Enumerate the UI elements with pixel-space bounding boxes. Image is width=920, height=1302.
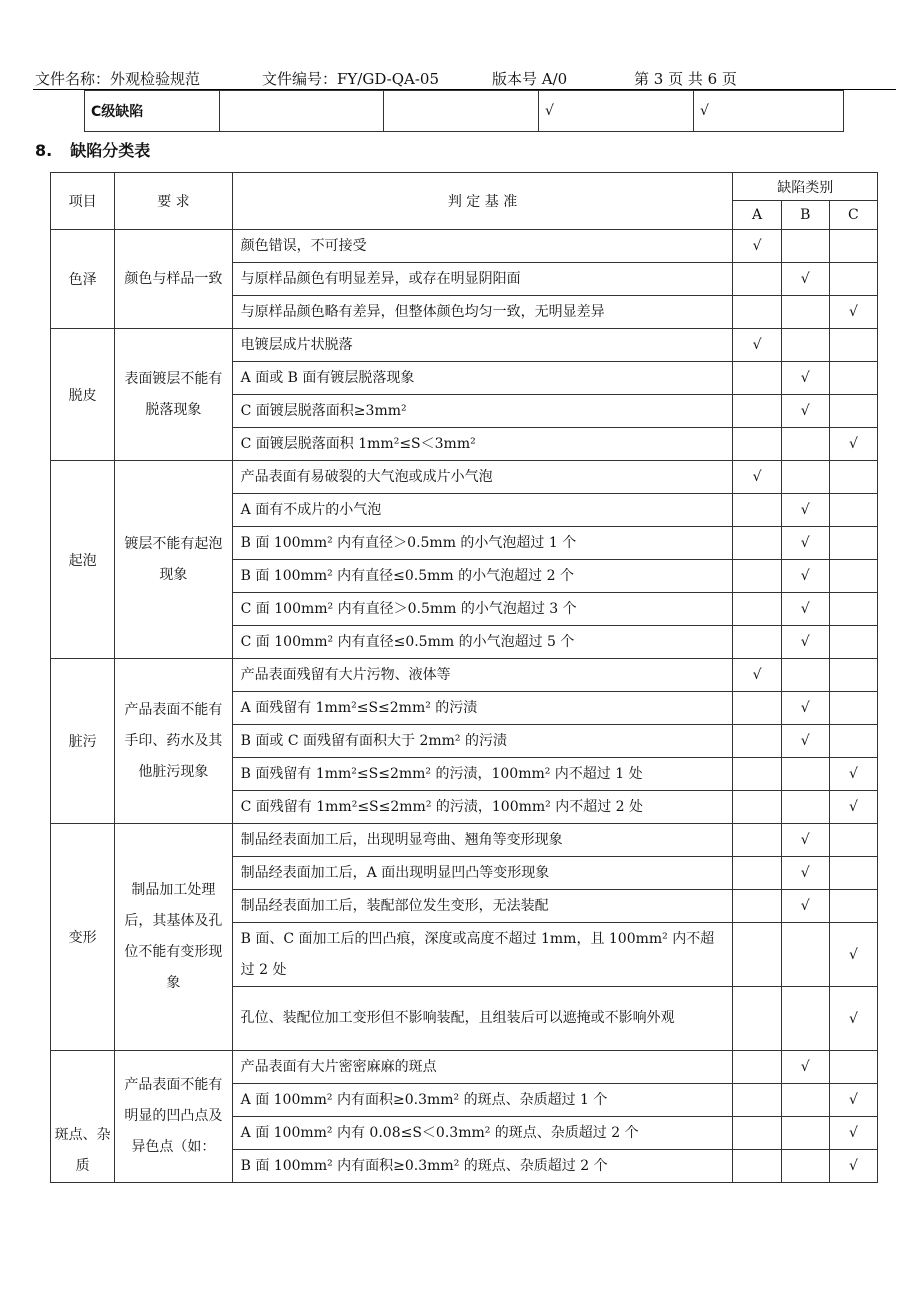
class-b-mark: √ bbox=[781, 527, 829, 560]
class-a-mark: √ bbox=[733, 329, 781, 362]
criterion-text: B 面 100mm² 内有直径≤0.5mm 的小气泡超过 2 个 bbox=[232, 560, 733, 593]
defect-requirement: 产品表面不能有手印、药水及其他脏污现象 bbox=[115, 659, 232, 824]
class-a-mark bbox=[733, 263, 781, 296]
class-b-mark: √ bbox=[781, 560, 829, 593]
class-a-mark bbox=[733, 395, 781, 428]
criterion-text: B 面或 C 面残留有面积大于 2mm² 的污渍 bbox=[232, 725, 733, 758]
table-row bbox=[51, 230, 878, 263]
c-defect-mark: √ bbox=[694, 91, 844, 132]
criterion-text: A 面 100mm² 内有 0.08≤S＜0.3mm² 的斑点、杂质超过 2 个 bbox=[232, 1117, 733, 1150]
criterion-text: C 面 100mm² 内有直径＞0.5mm 的小气泡超过 3 个 bbox=[232, 593, 733, 626]
section-title bbox=[35, 138, 150, 161]
class-c-mark bbox=[829, 626, 877, 659]
class-b-mark: √ bbox=[781, 857, 829, 890]
table-row bbox=[51, 824, 878, 857]
criterion-text: A 面或 B 面有镀层脱落现象 bbox=[232, 362, 733, 395]
class-b-mark: √ bbox=[781, 362, 829, 395]
table-row bbox=[51, 329, 878, 362]
class-b-mark bbox=[781, 1150, 829, 1183]
col-requirement-header: 要 求 bbox=[115, 173, 232, 230]
class-a-mark bbox=[733, 1051, 781, 1084]
class-a-mark bbox=[733, 758, 781, 791]
class-a-mark bbox=[733, 296, 781, 329]
class-c-mark: √ bbox=[829, 758, 877, 791]
c-defect-cell bbox=[384, 91, 539, 132]
class-c-mark: √ bbox=[829, 1117, 877, 1150]
defect-requirement: 制品加工处理后，其基体及孔位不能有变形现象 bbox=[115, 824, 232, 1051]
defect-item: 起泡 bbox=[51, 461, 115, 659]
class-c-mark bbox=[829, 692, 877, 725]
class-b-mark: √ bbox=[781, 593, 829, 626]
col-criterion-header: 判 定 基 准 bbox=[232, 173, 733, 230]
criterion-text: 制品经表面加工后，A 面出现明显凹凸等变形现象 bbox=[232, 857, 733, 890]
class-b-mark: √ bbox=[781, 1051, 829, 1084]
defect-item: 脏污 bbox=[51, 659, 115, 824]
class-c-mark bbox=[829, 1051, 877, 1084]
class-c-mark: √ bbox=[829, 1150, 877, 1183]
class-a-mark bbox=[733, 692, 781, 725]
class-c-mark bbox=[829, 494, 877, 527]
class-c-mark bbox=[829, 263, 877, 296]
class-c-mark: √ bbox=[829, 923, 877, 987]
class-a-mark bbox=[733, 824, 781, 857]
class-a-mark: √ bbox=[733, 230, 781, 263]
class-b-mark: √ bbox=[781, 824, 829, 857]
defect-item: 色泽 bbox=[51, 230, 115, 329]
criterion-text: B 面 100mm² 内有面积≥0.3mm² 的斑点、杂质超过 2 个 bbox=[232, 1150, 733, 1183]
criterion-text: 产品表面残留有大片污物、液体等 bbox=[232, 659, 733, 692]
class-c-mark bbox=[829, 725, 877, 758]
class-c-mark bbox=[829, 527, 877, 560]
class-b-mark: √ bbox=[781, 395, 829, 428]
class-a-mark bbox=[733, 1084, 781, 1117]
class-c-mark bbox=[829, 824, 877, 857]
class-b-mark bbox=[781, 461, 829, 494]
class-b-mark: √ bbox=[781, 725, 829, 758]
class-c-mark bbox=[829, 890, 877, 923]
class-a-mark bbox=[733, 987, 781, 1051]
class-b-mark: √ bbox=[781, 494, 829, 527]
criterion-text: 电镀层成片状脱落 bbox=[232, 329, 733, 362]
doc-name: 文件名称：外观检验规范 bbox=[35, 70, 201, 88]
c-defect-table bbox=[84, 90, 844, 132]
defect-requirement: 表面镀层不能有脱落现象 bbox=[115, 329, 232, 461]
class-c-mark: √ bbox=[829, 428, 877, 461]
class-b-mark bbox=[781, 659, 829, 692]
class-c-mark: √ bbox=[829, 1084, 877, 1117]
class-b-mark bbox=[781, 923, 829, 987]
criterion-text: B 面 100mm² 内有直径＞0.5mm 的小气泡超过 1 个 bbox=[232, 527, 733, 560]
criterion-text: C 面 100mm² 内有直径≤0.5mm 的小气泡超过 5 个 bbox=[232, 626, 733, 659]
class-b-mark: √ bbox=[781, 626, 829, 659]
defect-classification-table bbox=[50, 172, 878, 1183]
criterion-text: 与原样品颜色略有差异，但整体颜色均匀一致，无明显差异 bbox=[232, 296, 733, 329]
class-b-mark bbox=[781, 1084, 829, 1117]
class-b-mark: √ bbox=[781, 890, 829, 923]
class-b-mark bbox=[781, 987, 829, 1051]
criterion-text: C 面镀层脱落面积≥3mm² bbox=[232, 395, 733, 428]
col-defect-class-header: 缺陷类别 bbox=[733, 173, 878, 201]
criterion-text: 与原样品颜色有明显差异，或存在明显阴阳面 bbox=[232, 263, 733, 296]
class-a-mark bbox=[733, 527, 781, 560]
col-item-header: 项目 bbox=[51, 173, 115, 230]
class-a-mark bbox=[733, 791, 781, 824]
col-a-header: A bbox=[733, 201, 781, 230]
defect-requirement: 镀层不能有起泡现象 bbox=[115, 461, 232, 659]
class-b-mark: √ bbox=[781, 263, 829, 296]
criterion-text: A 面有不成片的小气泡 bbox=[232, 494, 733, 527]
criterion-text: C 面镀层脱落面积 1mm²≤S＜3mm² bbox=[232, 428, 733, 461]
class-a-mark bbox=[733, 1150, 781, 1183]
class-b-mark bbox=[781, 296, 829, 329]
class-a-mark bbox=[733, 362, 781, 395]
class-a-mark bbox=[733, 923, 781, 987]
class-c-mark bbox=[829, 329, 877, 362]
class-a-mark: √ bbox=[733, 461, 781, 494]
class-c-mark bbox=[829, 395, 877, 428]
class-a-mark: √ bbox=[733, 659, 781, 692]
c-defect-mark: √ bbox=[539, 91, 694, 132]
criterion-text: C 面残留有 1mm²≤S≤2mm² 的污渍，100mm² 内不超过 2 处 bbox=[232, 791, 733, 824]
criterion-text: B 面残留有 1mm²≤S≤2mm² 的污渍，100mm² 内不超过 1 处 bbox=[232, 758, 733, 791]
class-b-mark bbox=[781, 758, 829, 791]
class-a-mark bbox=[733, 494, 781, 527]
section-title-text: 缺陷分类表 bbox=[70, 141, 151, 160]
class-a-mark bbox=[733, 890, 781, 923]
class-a-mark bbox=[733, 725, 781, 758]
criterion-text: B 面、C 面加工后的凹凸痕，深度或高度不超过 1mm，且 100mm² 内不超过 2 处 bbox=[232, 923, 733, 987]
c-defect-cell bbox=[220, 91, 384, 132]
class-a-mark bbox=[733, 560, 781, 593]
criterion-text: A 面 100mm² 内有面积≥0.3mm² 的斑点、杂质超过 1 个 bbox=[232, 1084, 733, 1117]
class-a-mark bbox=[733, 428, 781, 461]
section-number: 8. bbox=[35, 141, 53, 160]
criterion-text: A 面残留有 1mm²≤S≤2mm² 的污渍 bbox=[232, 692, 733, 725]
class-c-mark: √ bbox=[829, 791, 877, 824]
col-b-header: B bbox=[781, 201, 829, 230]
class-b-mark bbox=[781, 428, 829, 461]
doc-version: 版本号 A/0 bbox=[492, 70, 568, 88]
class-a-mark bbox=[733, 1117, 781, 1150]
c-defect-label: C级缺陷 bbox=[85, 91, 220, 132]
defect-item: 脱皮 bbox=[51, 329, 115, 461]
doc-number: 文件编号：FY/GD-QA-05 bbox=[262, 70, 440, 88]
class-b-mark bbox=[781, 329, 829, 362]
class-b-mark bbox=[781, 1117, 829, 1150]
class-c-mark bbox=[829, 461, 877, 494]
class-c-mark bbox=[829, 230, 877, 263]
class-c-mark bbox=[829, 857, 877, 890]
page-number: 第 3 页 共 6 页 bbox=[634, 70, 737, 88]
class-a-mark bbox=[733, 626, 781, 659]
class-a-mark bbox=[733, 857, 781, 890]
table-row bbox=[51, 461, 878, 494]
criterion-text: 颜色错误，不可接受 bbox=[232, 230, 733, 263]
class-c-mark bbox=[829, 659, 877, 692]
class-b-mark: √ bbox=[781, 692, 829, 725]
page-header bbox=[0, 64, 920, 90]
class-c-mark bbox=[829, 362, 877, 395]
class-c-mark bbox=[829, 560, 877, 593]
class-a-mark bbox=[733, 593, 781, 626]
criterion-text: 孔位、装配位加工变形但不影响装配，且组装后可以遮掩或不影响外观 bbox=[232, 987, 733, 1051]
criterion-text: 产品表面有大片密密麻麻的斑点 bbox=[232, 1051, 733, 1084]
criterion-text: 制品经表面加工后，装配部位发生变形，无法装配 bbox=[232, 890, 733, 923]
class-b-mark bbox=[781, 230, 829, 263]
defect-item: 变形 bbox=[51, 824, 115, 1051]
criterion-text: 制品经表面加工后，出现明显弯曲、翘角等变形现象 bbox=[232, 824, 733, 857]
col-c-header: C bbox=[829, 201, 877, 230]
defect-item: 斑点、杂质 bbox=[51, 1051, 115, 1183]
class-c-mark: √ bbox=[829, 987, 877, 1051]
defect-requirement: 颜色与样品一致 bbox=[115, 230, 232, 329]
criterion-text: 产品表面有易破裂的大气泡或成片小气泡 bbox=[232, 461, 733, 494]
class-b-mark bbox=[781, 791, 829, 824]
class-c-mark: √ bbox=[829, 296, 877, 329]
class-c-mark bbox=[829, 593, 877, 626]
table-row bbox=[51, 659, 878, 692]
defect-requirement: 产品表面不能有明显的凹凸点及异色点（如： bbox=[115, 1051, 232, 1183]
table-row bbox=[51, 1051, 878, 1084]
